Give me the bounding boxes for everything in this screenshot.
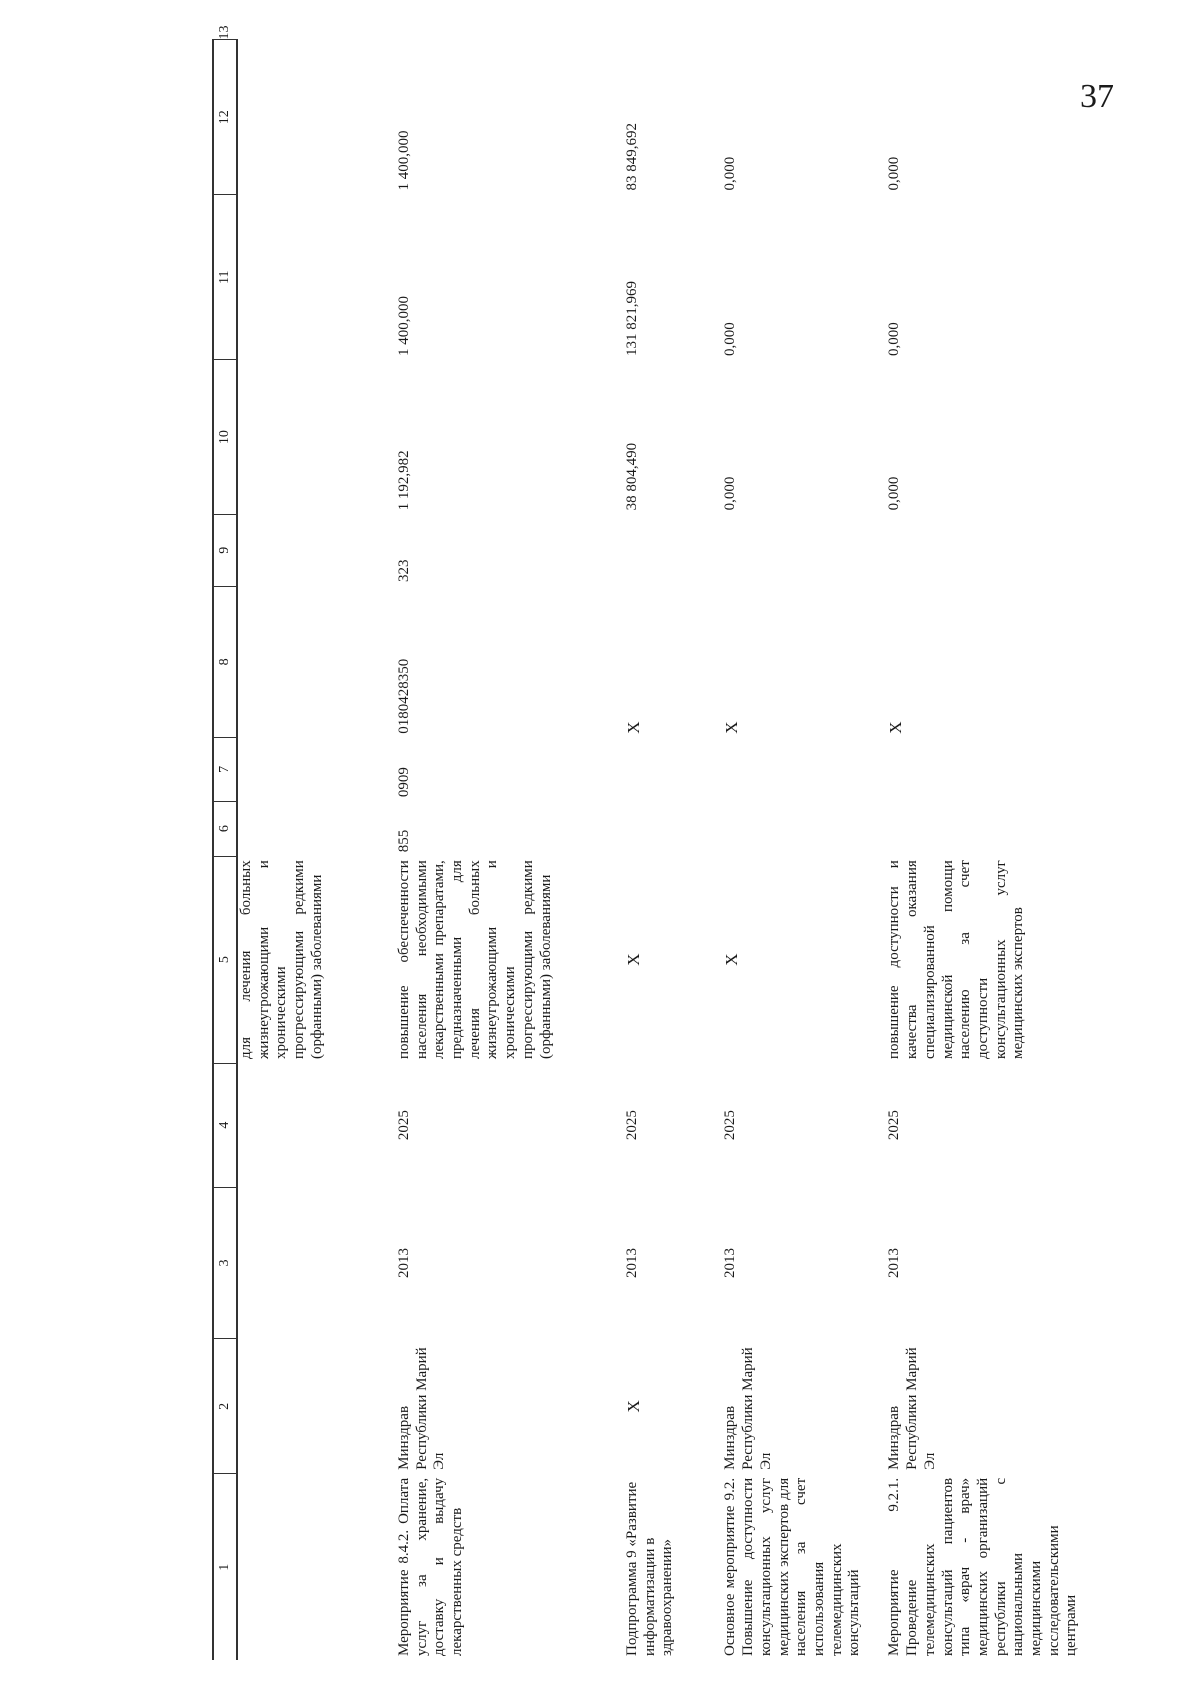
cell-amount-12: 83 849,692 [624,123,640,191]
cell-amount-10 [237,360,372,514]
cell-start-year: 2013 [396,1247,412,1278]
cell-amount-12 [237,40,372,195]
cell-rzpr [716,738,876,801]
cell-responsible: Минздрав Республики Марий Эл [722,1347,774,1470]
cell-grbs [876,801,1140,856]
table-row [876,40,1140,1660]
cell-amount-10: 0,000 [722,476,739,511]
cell-end-year: 2025 [886,1110,903,1141]
cell-rzpr [612,738,716,801]
cell-start-year: 2013 [886,1247,903,1278]
cell-vr [237,514,372,586]
header-col-8: 8 [213,586,237,738]
cell-amount-10: 0,000 [886,476,903,511]
cell-result: X [624,953,643,966]
cell-end-year: 2025 [624,1110,640,1141]
cell-responsible: Минздрав Республики Марий Эл [886,1347,938,1470]
header-col-12: 12 [213,40,237,195]
table-row [237,40,372,1660]
cell-csr: X [722,721,742,734]
header-col-3: 3 [213,1187,237,1339]
cell-amount-12: 1 400,000 [396,130,412,191]
cell-amount-11: 0,000 [722,322,739,356]
cell-rzpr [876,738,1140,801]
cell-name: Мероприятие 8.4.2. Оплата услуг за хранение, доставку и выдачу лекарственных средств [396,1477,466,1656]
header-col-5: 5 [213,856,237,1063]
cell-vr [876,514,1140,586]
header-col-1: 1 [213,1474,237,1660]
cell-amount-10: 38 804,490 [624,442,640,511]
cell-vr [716,514,876,586]
cell-amount-11: 1 400,000 [396,295,412,356]
cell-amount-12: 0,000 [722,156,739,191]
cell-csr: 0180428350 [396,658,412,734]
table-row [716,40,876,1660]
header-col-6: 6 [213,801,237,856]
cell-rzpr [237,738,372,801]
cell-responsible [237,1339,372,1474]
header-col-9: 9 [213,514,237,586]
cell-name: Подпрограмма 9 «Развитие информатизации в здравоохранении» [624,1481,676,1656]
cell-vr [612,514,716,586]
table-row [372,40,612,1660]
program-table [212,25,1140,1660]
cell-start-year [237,1187,372,1339]
cell-grbs [716,801,876,856]
header-row: 1 2 3 4 5 6 7 8 9 10 11 12 13 [213,40,237,1660]
cell-csr: X [886,721,906,734]
cell-result: X [722,953,742,966]
table-row [612,40,716,1660]
header-col-11: 11 [213,195,237,360]
cell-start-year: 2013 [722,1247,739,1278]
header-col-4: 4 [213,1063,237,1187]
cell-amount-11 [237,195,372,360]
page-number: 37 [1080,78,1114,115]
cell-start-year: 2013 [624,1247,640,1278]
cell-vr: 323 [396,559,412,583]
cell-responsible: X [624,1400,643,1413]
cell-end-year [237,1063,372,1187]
cell-amount-10: 1 192,982 [396,450,412,511]
cell-name [237,1474,372,1660]
cell-name: Основное мероприятие 9.2. Повышение доступности консультационных услуг медицинских экспертов для населения за счет использования телемедицинских консультаций [722,1477,863,1656]
cell-grbs: 855 [396,829,412,853]
cell-csr [237,586,372,738]
cell-name: Мероприятие 9.2.1. Проведение телемедицинских консультаций пациентов типа «врач - врач» медицинских организаций республики с национальными медицинскими исследовательскими центрами [886,1477,1080,1656]
cell-result: для лечения больных жизнеугрожающими и хроническими прогрессирующими редкими (орфанными) заболеваниями [238,860,325,1060]
cell-result: повышение обеспеченности населения необходимыми лекарственными препаратами, предназначенными для лечения больных жизнеугрожающими и хроническими прогрессирующими редкими (орфанными) заболеваниями [396,860,554,1060]
cell-result: повышение доступности и качества оказания специализированной медицинской помощи населению за счет доступности консультационных услуг медицинских экспертов [886,860,1027,1060]
cell-grbs [237,801,372,856]
cell-amount-11: 0,000 [886,322,903,356]
cell-rzpr: 0909 [396,767,412,798]
header-col-10: 10 [213,360,237,514]
cell-end-year: 2025 [722,1110,739,1141]
cell-end-year: 2025 [396,1110,412,1141]
cell-grbs [612,801,716,856]
cell-responsible: Минздрав Республики Марий Эл [396,1347,448,1470]
cell-amount-11: 131 821,969 [624,280,640,356]
header-col-7: 7 [213,738,237,801]
cell-amount-12: 0,000 [886,156,903,191]
rotated-table-container [212,25,1200,1660]
cell-csr: X [624,721,643,734]
header-col-2: 2 [213,1339,237,1474]
